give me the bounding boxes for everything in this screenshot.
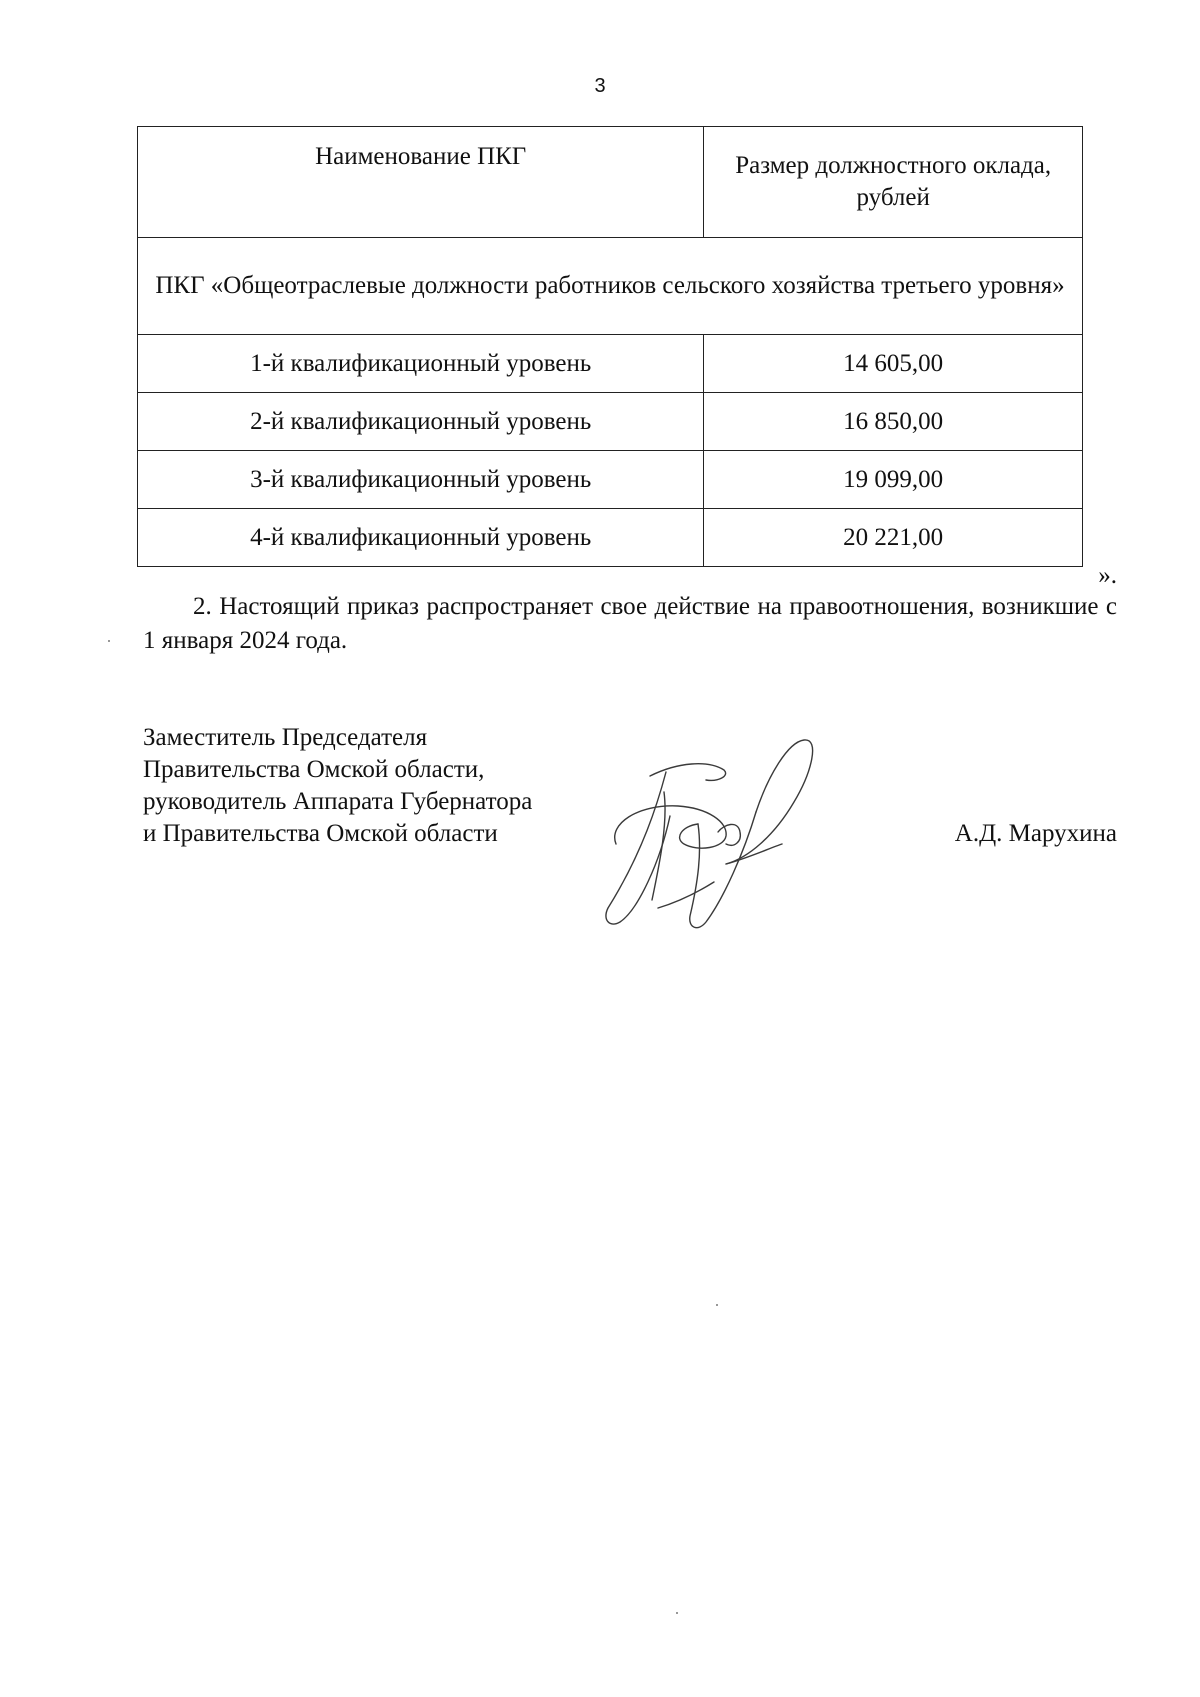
handwritten-signature: [598, 732, 828, 938]
page-number: 3: [594, 75, 606, 97]
table-row: [138, 393, 1083, 451]
salary-cell: 16 850,00: [704, 393, 1083, 451]
level-cell: 1-й квалификационный уровень: [138, 335, 704, 393]
scan-speck: [716, 1304, 718, 1306]
scan-speck: [676, 1612, 678, 1614]
salary-table: [137, 126, 1083, 567]
clause-2: 2. Настоящий приказ распространяет свое действие на правоотношения, возникшие с 1 января 2024 года.: [143, 593, 1117, 654]
level-cell: 2-й квалификационный уровень: [138, 393, 704, 451]
table-group-row: [138, 238, 1083, 335]
signer-position-line: Правительства Омской области,: [143, 756, 485, 783]
signer-name: А.Д. Марухина: [954, 820, 1117, 847]
signer-position-line: и Правительства Омской области: [143, 820, 498, 847]
group-title: ПКГ «Общеотраслевые должности работников сельского хозяйства третьего уровня»: [138, 238, 1083, 335]
signer-position-line: Заместитель Председателя: [143, 724, 428, 751]
table-header-row: [138, 127, 1083, 238]
signer-position: [143, 722, 532, 850]
salary-cell: 20 221,00: [704, 509, 1083, 567]
salary-cell: 14 605,00: [704, 335, 1083, 393]
table-row: [138, 335, 1083, 393]
salary-cell: 19 099,00: [704, 451, 1083, 509]
header-pkg-name: Наименование ПКГ: [138, 127, 704, 238]
header-salary: Размер должностного оклада, рублей: [704, 127, 1083, 238]
table-row: [138, 451, 1083, 509]
level-cell: 3-й квалификационный уровень: [138, 451, 704, 509]
scan-speck: [108, 640, 110, 642]
closing-quote: ».: [1098, 562, 1117, 589]
table-row: [138, 509, 1083, 567]
level-cell: 4-й квалификационный уровень: [138, 509, 704, 567]
signer-position-line: руководитель Аппарата Губернатора: [143, 788, 533, 815]
